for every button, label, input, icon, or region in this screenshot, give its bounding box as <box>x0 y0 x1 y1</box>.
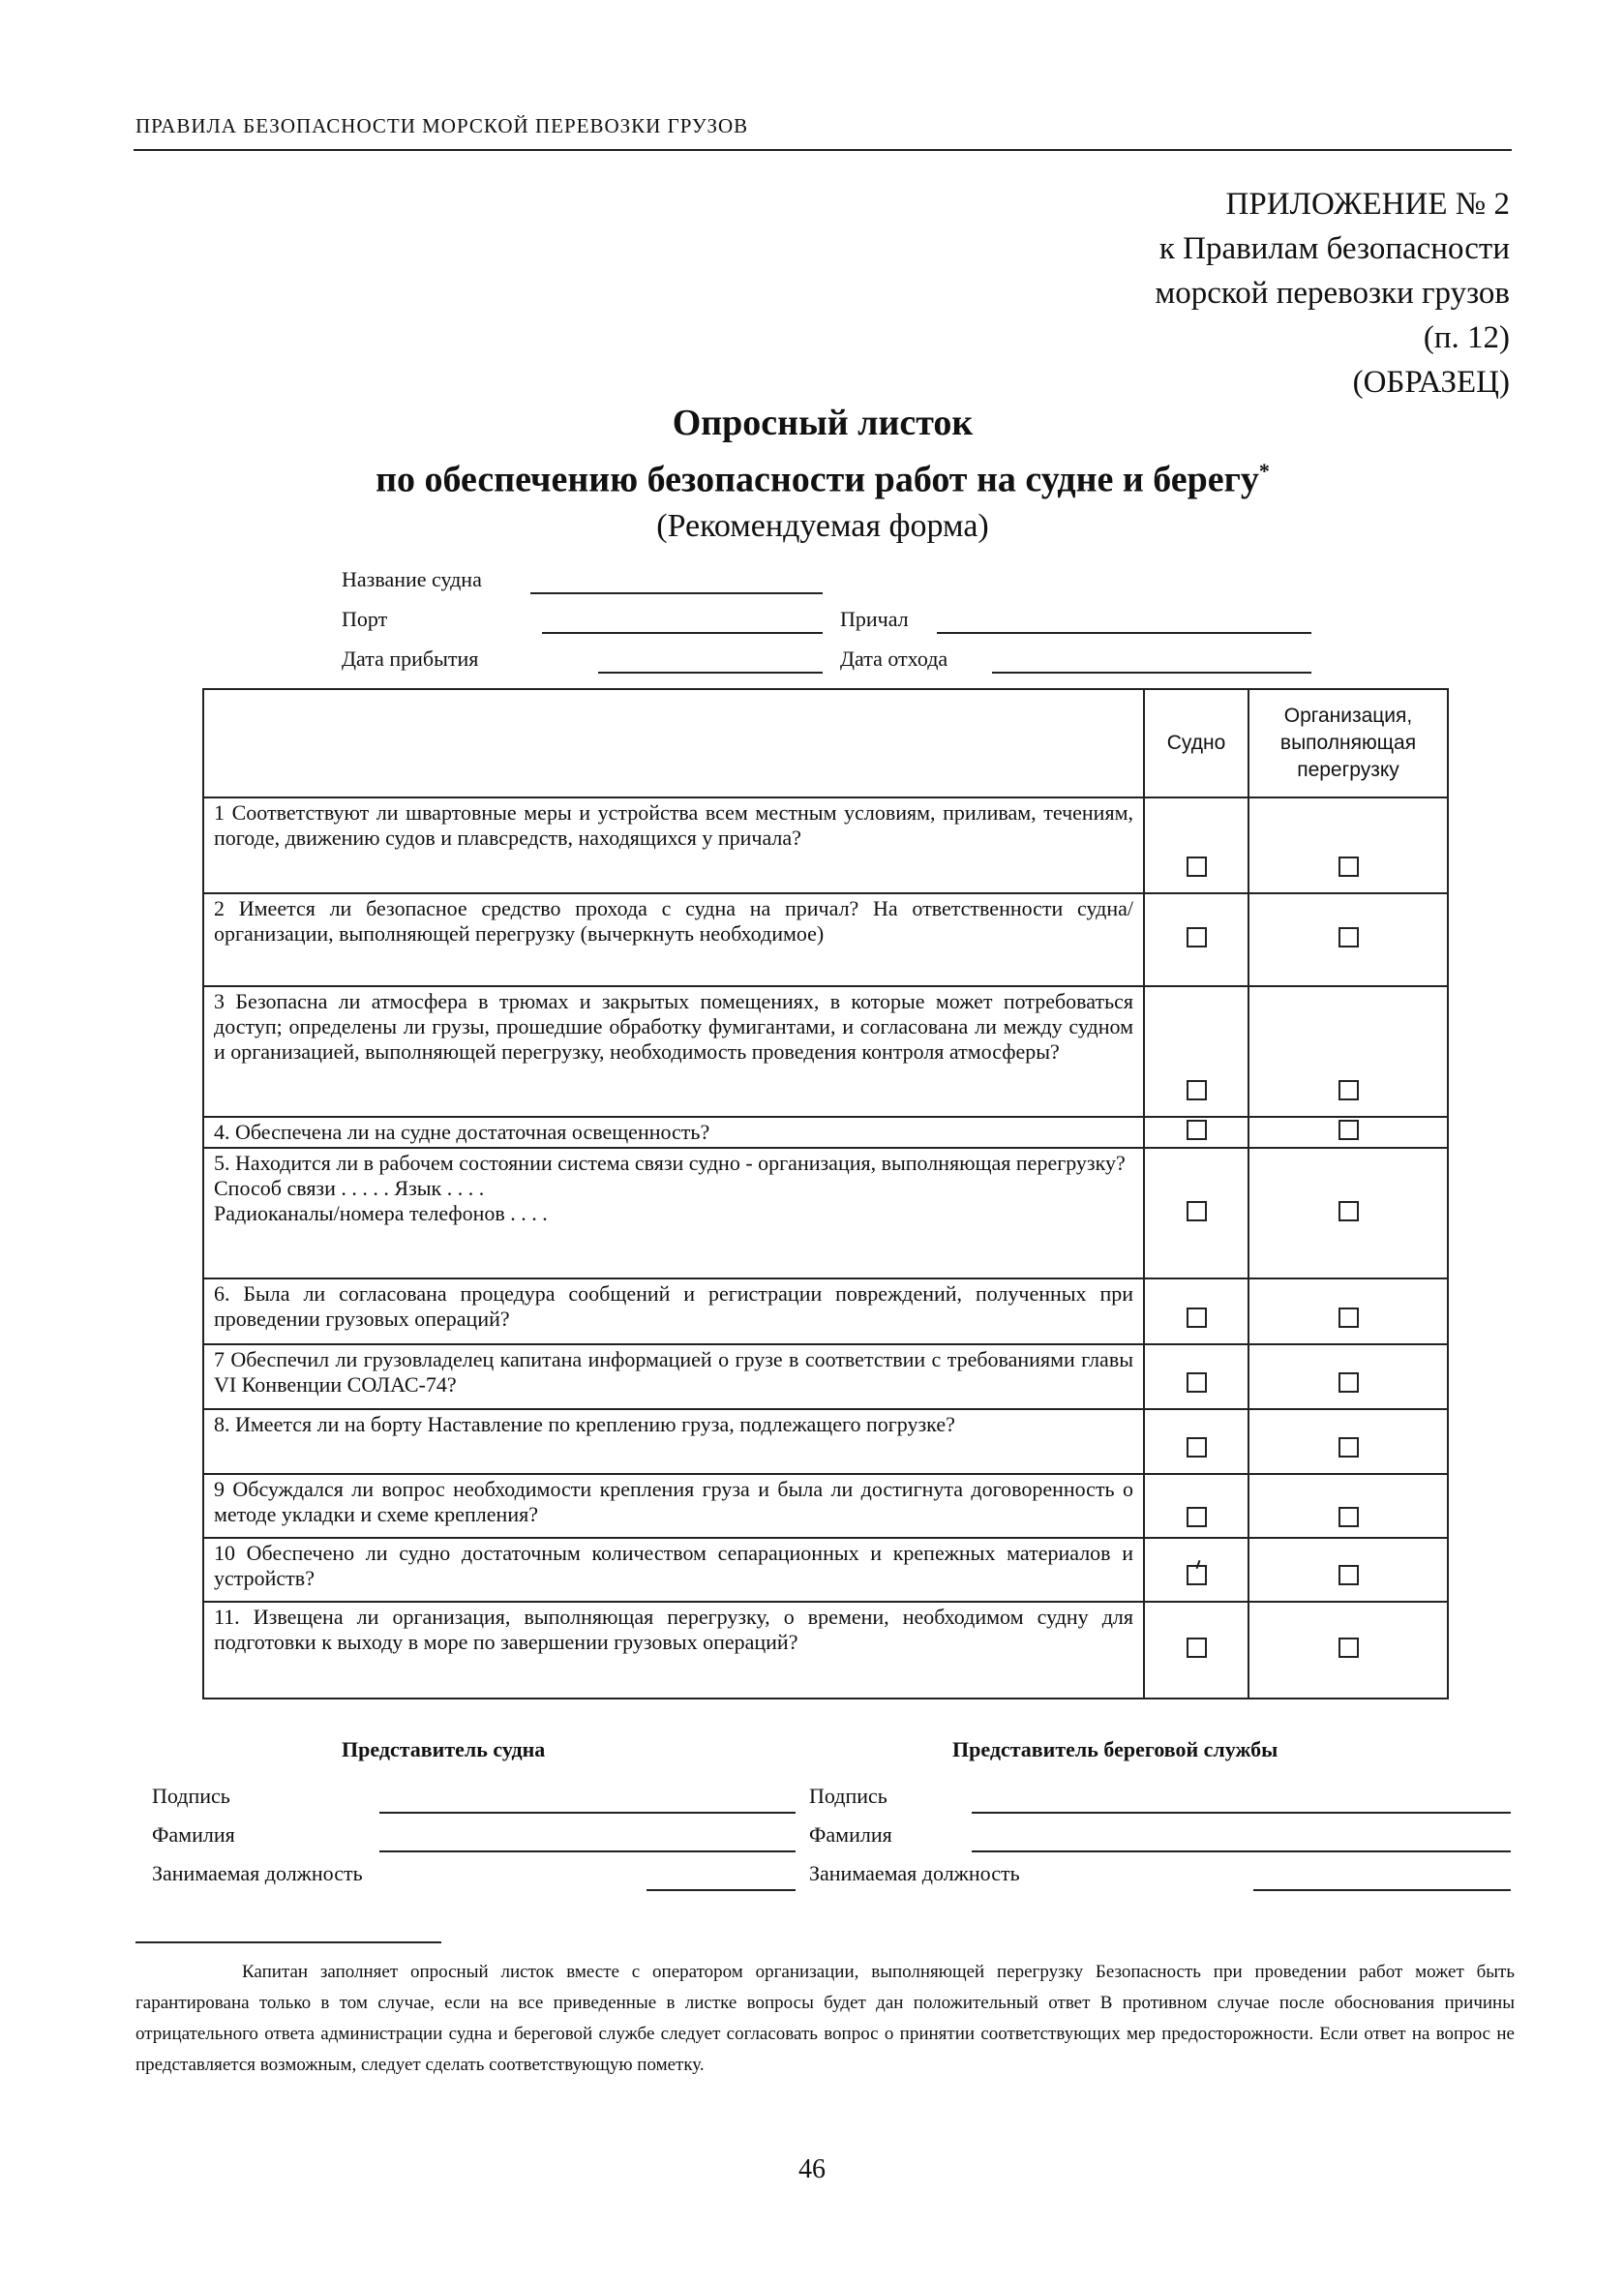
question-5-radio-channels: Радиоканалы/номера телефонов . . . . <box>214 1201 548 1225</box>
ship-answer-cell <box>1144 1409 1248 1474</box>
title-line-2 <box>135 447 1510 504</box>
appendix-line-1: ПРИЛОЖЕНИЕ № 2 <box>1225 187 1510 222</box>
org-answer-cell <box>1248 1538 1448 1602</box>
appendix-line-5: (ОБРАЗЕЦ) <box>1352 365 1510 400</box>
question-11: 11. Извещена ли организация, выполняющая перегрузку, о времени, необходимом судну для подготовки к выходу в море по завершении грузовых операций? <box>203 1602 1144 1699</box>
ship-answer-cell <box>1144 1278 1248 1344</box>
ship-checkbox-2[interactable] <box>1187 927 1207 947</box>
berth-label: Причал <box>840 607 909 631</box>
footnote-marker: * <box>1258 459 1270 483</box>
table-row <box>203 1602 1448 1699</box>
org-checkbox-4[interactable] <box>1338 1120 1359 1140</box>
title-line-1: Опросный листок <box>672 403 974 443</box>
col-org-header: Организация, выполняющая перегрузку <box>1248 689 1448 797</box>
ship-checkbox-3[interactable] <box>1187 1080 1207 1100</box>
appendix-line-2: к Правилам безопасности <box>1158 231 1510 266</box>
org-checkbox-1[interactable] <box>1338 857 1359 877</box>
ship-surname-field[interactable] <box>379 1850 796 1852</box>
org-answer-cell <box>1248 1148 1448 1278</box>
org-answer-cell <box>1248 1474 1448 1538</box>
table-row <box>203 1344 1448 1409</box>
ship-signature-label: Подпись <box>152 1784 230 1808</box>
berth-field[interactable] <box>937 632 1311 634</box>
running-header: ПРАВИЛА БЕЗОПАСНОСТИ МОРСКОЙ ПЕРЕВОЗКИ ГРУЗОВ <box>135 114 749 137</box>
org-answer-cell <box>1248 1409 1448 1474</box>
ship-answer-cell <box>1144 1117 1248 1148</box>
org-checkbox-9[interactable] <box>1338 1507 1359 1527</box>
questionnaire-table <box>202 688 1449 1699</box>
org-checkbox-8[interactable] <box>1338 1437 1359 1458</box>
ship-checkbox-11[interactable] <box>1187 1638 1207 1658</box>
ship-answer-cell <box>1144 1148 1248 1278</box>
ship-checkbox-9[interactable] <box>1187 1507 1207 1527</box>
appendix-line-4: (п. 12) <box>1423 320 1510 355</box>
title-line-2-text: по обеспечению безопасности работ на судне и берегу <box>376 459 1259 500</box>
ship-answer-cell <box>1144 1344 1248 1409</box>
shore-position-label: Занимаемая должность <box>809 1861 1020 1885</box>
shore-signature-label: Подпись <box>809 1784 887 1808</box>
form-title <box>135 399 1510 549</box>
ship-position-field[interactable] <box>647 1889 796 1891</box>
table-row <box>203 986 1448 1117</box>
ship-answer-cell <box>1144 1538 1248 1602</box>
question-2: 2 Имеется ли безопасное средство прохода с судна на причал? На ответственности судна/организации, выполняющей перегрузку (вычеркнуть необходимое) <box>203 893 1144 986</box>
ship-checkbox-1[interactable] <box>1187 857 1207 877</box>
table-row <box>203 1117 1448 1148</box>
col-ship-header: Судно <box>1144 689 1248 797</box>
port-field[interactable] <box>542 632 823 634</box>
appendix-line-3: морской перевозки грузов <box>1155 276 1510 311</box>
question-6: 6. Была ли согласована процедура сообщений и регистрации повреждений, полученных при проведении грузовых операций? <box>203 1278 1144 1344</box>
port-label: Порт <box>342 607 388 631</box>
ship-signature-field[interactable] <box>379 1812 796 1814</box>
header-rule <box>134 149 1512 151</box>
question-8: 8. Имеется ли на борту Наставление по креплению груза, подлежащего погрузке? <box>203 1409 1144 1474</box>
ship-name-label: Название судна <box>342 567 482 591</box>
org-answer-cell <box>1248 797 1448 893</box>
question-1: 1 Соответствуют ли швартовные меры и устройства всем местным условиям, приливам, течениям, погоде, движению судов и плавсредств, находящихся у причала? <box>203 797 1144 893</box>
question-10: 10 Обеспечено ли судно достаточным количеством сепарационных и крепежных материалов и устройств? <box>203 1538 1144 1602</box>
org-checkbox-3[interactable] <box>1338 1080 1359 1100</box>
table-row <box>203 1278 1448 1344</box>
shore-surname-label: Фамилия <box>809 1822 892 1847</box>
table-row <box>203 1148 1448 1278</box>
ship-checkbox-5[interactable] <box>1187 1201 1207 1221</box>
question-3: 3 Безопасна ли атмосфера в трюмах и закрытых помещениях, в которые может потребоваться доступ; определены ли грузы, прошедшие обработку фумигантами, и согласована ли между судном и организацией, выполняющей перегрузку, необходимость проведения контроля атмосферы? <box>203 986 1144 1117</box>
org-answer-cell <box>1248 893 1448 986</box>
ship-name-field[interactable] <box>530 592 823 594</box>
question-9: 9 Обсуждался ли вопрос необходимости крепления груза и была ли достигнута договоренность о методе укладки и схеме крепления? <box>203 1474 1144 1538</box>
ship-position-label: Занимаемая должность <box>152 1861 363 1885</box>
ship-rep-heading: Представитель судна <box>342 1737 546 1761</box>
org-answer-cell <box>1248 986 1448 1117</box>
ship-checkbox-7[interactable] <box>1187 1372 1207 1393</box>
ship-answer-cell <box>1144 797 1248 893</box>
title-line-3: (Рекомендуемая форма) <box>656 507 989 544</box>
org-checkbox-5[interactable] <box>1338 1201 1359 1221</box>
table-header-row <box>203 689 1448 797</box>
arrival-date-label: Дата прибытия <box>342 646 479 671</box>
departure-date-label: Дата отхода <box>840 646 948 671</box>
question-7: 7 Обеспечил ли грузовладелец капитана информацией о грузе в соответствии с требованиями главы VI Конвенции СОЛАС-74? <box>203 1344 1144 1409</box>
org-checkbox-7[interactable] <box>1338 1372 1359 1393</box>
arrival-date-field[interactable] <box>598 672 823 674</box>
question-4: 4. Обеспечена ли на судне достаточная освещенность? <box>203 1117 1144 1148</box>
shore-surname-field[interactable] <box>972 1850 1511 1852</box>
footnote-rule <box>135 1941 441 1943</box>
ship-answer-cell <box>1144 1474 1248 1538</box>
shore-rep-heading: Представитель береговой службы <box>952 1737 1278 1761</box>
departure-date-field[interactable] <box>992 672 1311 674</box>
table-row <box>203 797 1448 893</box>
shore-signature-field[interactable] <box>972 1812 1511 1814</box>
ship-surname-label: Фамилия <box>152 1822 235 1847</box>
org-answer-cell <box>1248 1117 1448 1148</box>
org-answer-cell <box>1248 1344 1448 1409</box>
question-header-cell <box>203 689 1144 797</box>
ship-checkbox-4[interactable] <box>1187 1120 1207 1140</box>
appendix-block <box>832 182 1510 405</box>
org-answer-cell <box>1248 1278 1448 1344</box>
question-5 <box>203 1148 1144 1278</box>
question-5-text: 5. Находится ли в рабочем состоянии система связи судно - организация, выполняющая перегрузку? <box>214 1151 1126 1175</box>
ship-checkbox-8[interactable] <box>1187 1437 1207 1458</box>
org-answer-cell <box>1248 1602 1448 1699</box>
ship-answer-cell <box>1144 986 1248 1117</box>
org-checkbox-10[interactable] <box>1338 1565 1359 1585</box>
ship-checkbox-6[interactable] <box>1187 1308 1207 1328</box>
question-5-comm-method: Способ связи . . . . . Язык . . . . <box>214 1176 485 1200</box>
footnote-text: Капитан заполняет опросный листок вместе с оператором организации, выполняющей перегрузку Безопасность при проведении работ может быть гарантирована только в том случае, если на все приведенные в листке вопросы будет дан положительный ответ В противном случае после обоснования причины отрицательного ответа администрации судна и береговой службе следует согласовать вопрос о принятии соответствующих мер предосторожности. Если ответ на вопрос не представляется возможным, следует сделать соответствующую пометку. <box>135 1962 1515 2075</box>
table-row <box>203 893 1448 986</box>
ship-answer-cell <box>1144 893 1248 986</box>
shore-position-field[interactable] <box>1253 1889 1511 1891</box>
ship-answer-cell <box>1144 1602 1248 1699</box>
ship-checkbox-10[interactable] <box>1187 1565 1207 1585</box>
org-checkbox-2[interactable] <box>1338 927 1359 947</box>
table-row <box>203 1538 1448 1602</box>
page-number: 46 <box>798 2154 826 2184</box>
org-checkbox-11[interactable] <box>1338 1638 1359 1658</box>
org-checkbox-6[interactable] <box>1338 1308 1359 1328</box>
table-row <box>203 1474 1448 1538</box>
table-row <box>203 1409 1448 1474</box>
